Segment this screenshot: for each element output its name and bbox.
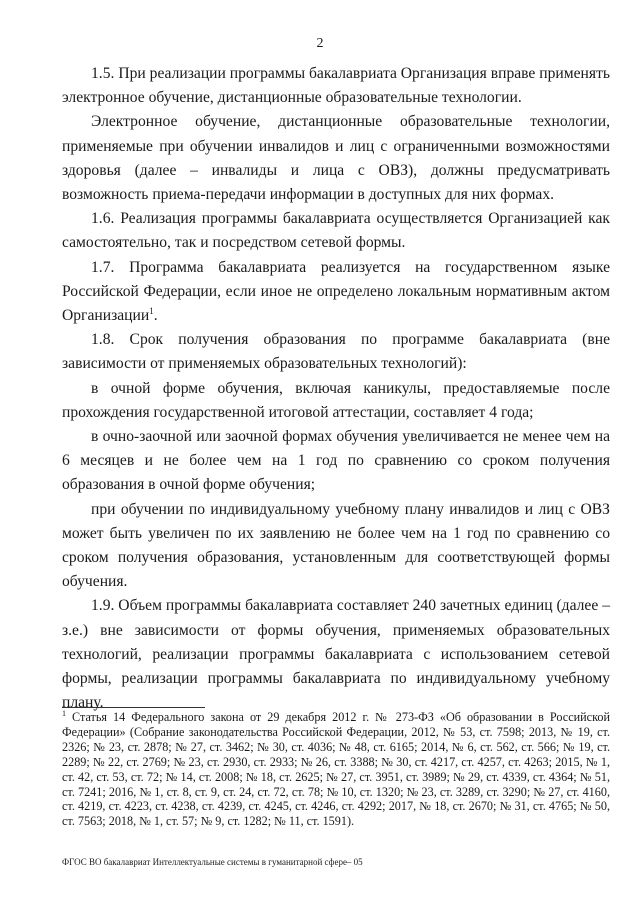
paragraph-individual-plan: при обучении по индивидуальному учебному плану инвалидов и лиц с ОВЗ может быть увеличен по их заявлению не более чем на 1 год по сравнению со сроком получения образования, установленным для соответствующей формы обучения. [62, 500, 610, 591]
paragraph-full-time: в очной форме обучения, включая каникулы, предоставляемые после прохождения государственной итоговой аттестации, составляет 4 года; [62, 379, 610, 421]
paragraph-elearning: Электронное обучение, дистанционные образовательные технологии, применяемые при обучении инвалидов и лиц с ограниченными возможностями здоровья (далее – инвалиды и лица с ОВЗ), должны предусматривать возможность приема-передачи информации в доступных для них формах. [62, 113, 610, 204]
footnote-mark: 1 [62, 708, 66, 718]
document-body [62, 62, 610, 715]
page-footer: ФГОС ВО бакалавриат Интеллектуальные системы в гуманитарной сфере– 05 [62, 857, 363, 867]
footnote-separator [62, 707, 205, 708]
paragraph-1-5: 1.5. При реализации программы бакалавриата Организация вправе применять электронное обучение, дистанционные образовательные технологии. [62, 65, 610, 107]
paragraph-part-time: в очно-заочной или заочной формах обучения увеличивается не менее чем на 6 месяцев и не более чем на 1 год по сравнению со сроком получения образования в очной форме обучения; [62, 428, 610, 494]
footnote-reference: 1 [149, 305, 154, 316]
paragraph-1-7-tail: . [153, 307, 158, 325]
paragraph-1-6: 1.6. Реализация программы бакалавриата осуществляется Организацией как самостоятельно, так и посредством сетевой формы. [62, 210, 610, 252]
paragraph-1-9: 1.9. Объем программы бакалавриата составляет 240 зачетных единиц (далее – з.е.) вне зависимости от формы обучения, применяемых образовательных технологий, реализации программы бакалавриата с использованием сетевой формы, реализации программы бакалавриата по индивидуальному учебному плану. [62, 597, 610, 712]
footnote-text: Статья 14 Федерального закона от 29 декабря 2012 г. № 273-ФЗ «Об образовании в Российской Федерации» (Собрание законодательства Российской Федерации, 2012, № 53, ст. 7598; 2013, № 19, ст. 2326; № 23, ст. 2878; № 27, ст. 3462; № 30, ст. 4036; № 48, ст. 6165; 2014, № 6, ст. 562, ст. 566; № 19, ст. 2289; № 22, ст. 2769; № 23, ст. 2930, ст. 2933; № 26, ст. 3388; № 30, ст. 4217, ст. 4257, ст. 4263; 2015, № 1, ст. 42, ст. 53, ст. 72; № 14, ст. 2008; № 18, ст. 2625; № 27, ст. 3951, ст. 3989; № 29, ст. 4339, ст. 4364; № 51, ст. 7241; 2016, № 1, ст. 8, ст. 9, ст. 24, ст. 72, ст. 78; № 10, ст. 1320; № 23, ст. 3289, ст. 3290; № 27, ст. 4160, ст. 4219, ст. 4223, ст. 4238, ст. 4239, ст. 4245, ст. 4246, ст. 4292; 2017, № 18, ст. 2670; № 31, ст. 4765; № 50, ст. 7563; 2018, № 1, ст. 57; № 9, ст. 1282; № 11, ст. 1591). [62, 710, 610, 829]
page-number: 2 [316, 36, 324, 51]
paragraph-1-8: 1.8. Срок получения образования по программе бакалавриата (вне зависимости от применяемых образовательных технологий): [62, 331, 610, 373]
paragraph-1-7 [62, 256, 610, 329]
footnote [62, 710, 610, 829]
paragraph-1-7-text: 1.7. Программа бакалавриата реализуется на государственном языке Российской Федерации, если иное не определено локальным нормативным актом Организации [62, 258, 610, 325]
